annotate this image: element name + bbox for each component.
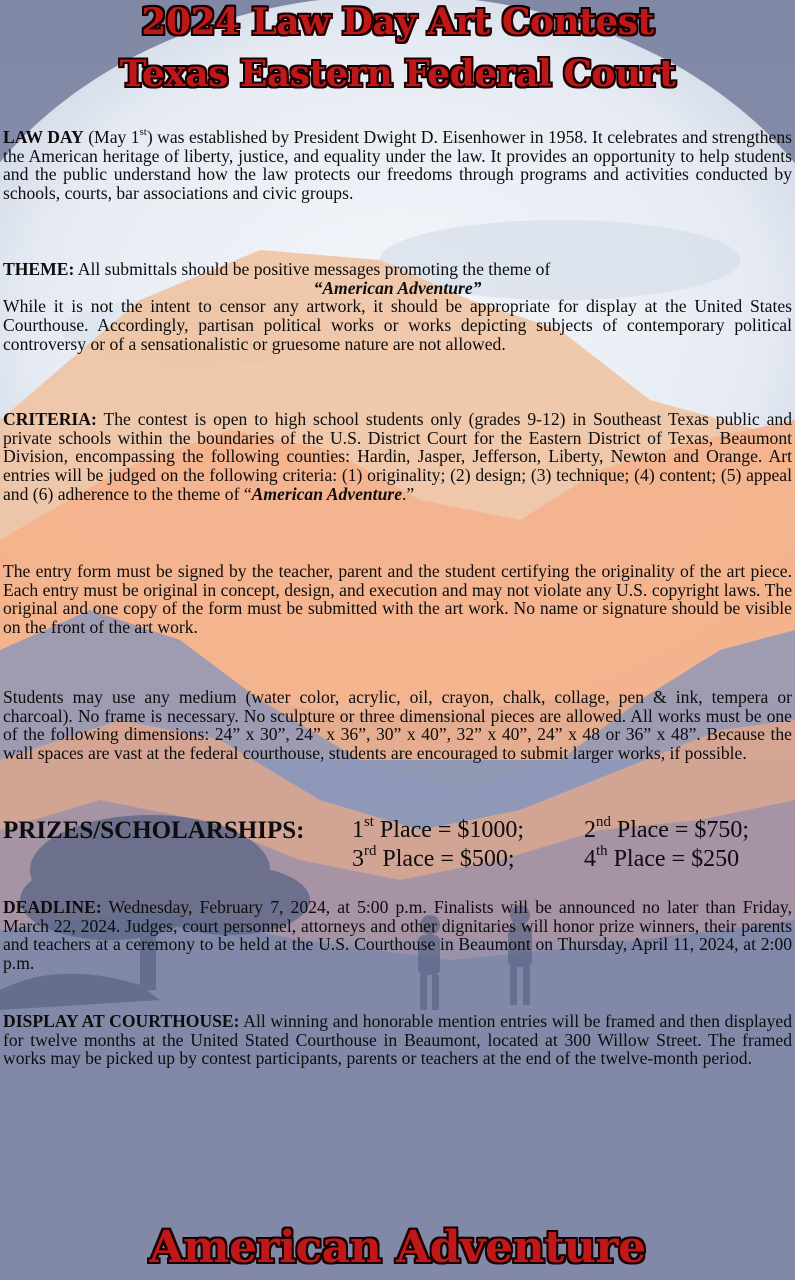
prizes-label: PRIZES/SCHOLARSHIPS:: [3, 817, 305, 844]
criteria-text-end: .”: [402, 483, 415, 504]
page-title: 2024 Law Day Art Contest: [141, 1, 654, 43]
display-label: DISPLAY AT COURTHOUSE:: [3, 1011, 240, 1031]
lawday-paragraph: [3, 125, 793, 204]
prize-second: 2nd Place = $750;: [584, 813, 750, 843]
criteria-text: The contest is open to high school students only (grades 9-12) in Southeast Texas public and private schools within the boundaries of the U.S. District Court for the Eastern District of Texas, Beaumont Division, encompassing the following counties: Hardin, Jasper, Jefferson, Liberty, Newton and Orange. Art entries will be judged on the following criteria: (1) originality; (2) design; (3) technique; (4) content; (5) appeal and (6) adherence to the theme of “: [3, 409, 792, 504]
theme-label: THEME:: [3, 259, 75, 279]
prize-first: 1st Place = $1000;: [352, 813, 525, 843]
medium-paragraph: Students may use any medium (water color, acrylic, oil, crayon, chalk, collage, pen & ink, tempera or charcoal). No frame is necessary. No sculpture or three dimensional pieces are allowed. All works must be one of the following dimensions: 24” x 30”, 24” x 36”, 30” x 40”, 32” x 40”, 24” x 48 or 36” x 48”. Because the wall spaces are vast at the federal courthouse, students are encouraged to submit larger works, if possible.: [3, 687, 792, 764]
theme-name: “American Adventure”: [313, 277, 482, 298]
page-subtitle: Texas Eastern Federal Court: [119, 53, 676, 95]
lawday-text: ) was established by President Dwight D. Eisenhower in 1958. It celebrates and strengthens the American heritage of liberty, justice, and equality under the law. It provides an opportunity to help students and the public understand how the law protects our freedoms through programs and activities conducted by schools, courts, bar associations and civic groups.: [3, 127, 793, 204]
deadline-paragraph: [3, 898, 792, 973]
entry-form-paragraph: The entry form must be signed by the teacher, parent and the student certifying the originality of the art piece. Each entry must be original in concept, design, and execution and may not violate any U.S. copyright laws. The original and one copy of the form must be submitted with the art work. No name or signature should be visible on the front of the art work.: [3, 561, 792, 638]
display-text: All winning and honorable mention entries will be framed and then displayed for twelve months at the United Stated Courthouse in Beaumont, located at 300 Willow Street. The framed works may be picked up by contest participants, parents or teachers at the end of the twelve-month period.: [3, 1011, 792, 1069]
lawday-date-sup: st: [139, 125, 147, 138]
bottom-theme-title: American Adventure: [149, 1222, 646, 1273]
deadline-text: Wednesday, February 7, 2024, at 5:00 p.m. Finalists will be announced no later than Friday, March 22, 2024. Judges, court personnel, attorneys and other dignitaries will honor prize winners, their parents and teachers at a ceremony to be held at the U.S. Courthouse in Beaumont on Thursday, April 11, 2024, at 2:00 p.m.: [3, 897, 792, 974]
display-paragraph: [3, 1012, 792, 1068]
theme-paragraph: [3, 260, 792, 354]
deadline-label: DEADLINE:: [3, 897, 102, 917]
lawday-label: LAW DAY: [3, 127, 84, 147]
prize-fourth: 4th Place = $250: [584, 842, 740, 872]
criteria-label: CRITERIA:: [3, 409, 97, 429]
prize-third: 3rd Place = $500;: [352, 842, 515, 872]
criteria-paragraph: [3, 410, 792, 504]
theme-text: All submittals should be positive messages promoting the theme of: [74, 259, 551, 279]
theme-text-2: While it is not the intent to censor any artwork, it should be appropriate for display at the United States Courthouse. Accordingly, partisan political works or works depicting subjects of contemporary political controversy or of a sensationalistic or gruesome nature are not allowed.: [3, 296, 792, 354]
lawday-date: (May 1: [83, 127, 140, 147]
criteria-theme-name: American Adventure: [251, 483, 403, 504]
